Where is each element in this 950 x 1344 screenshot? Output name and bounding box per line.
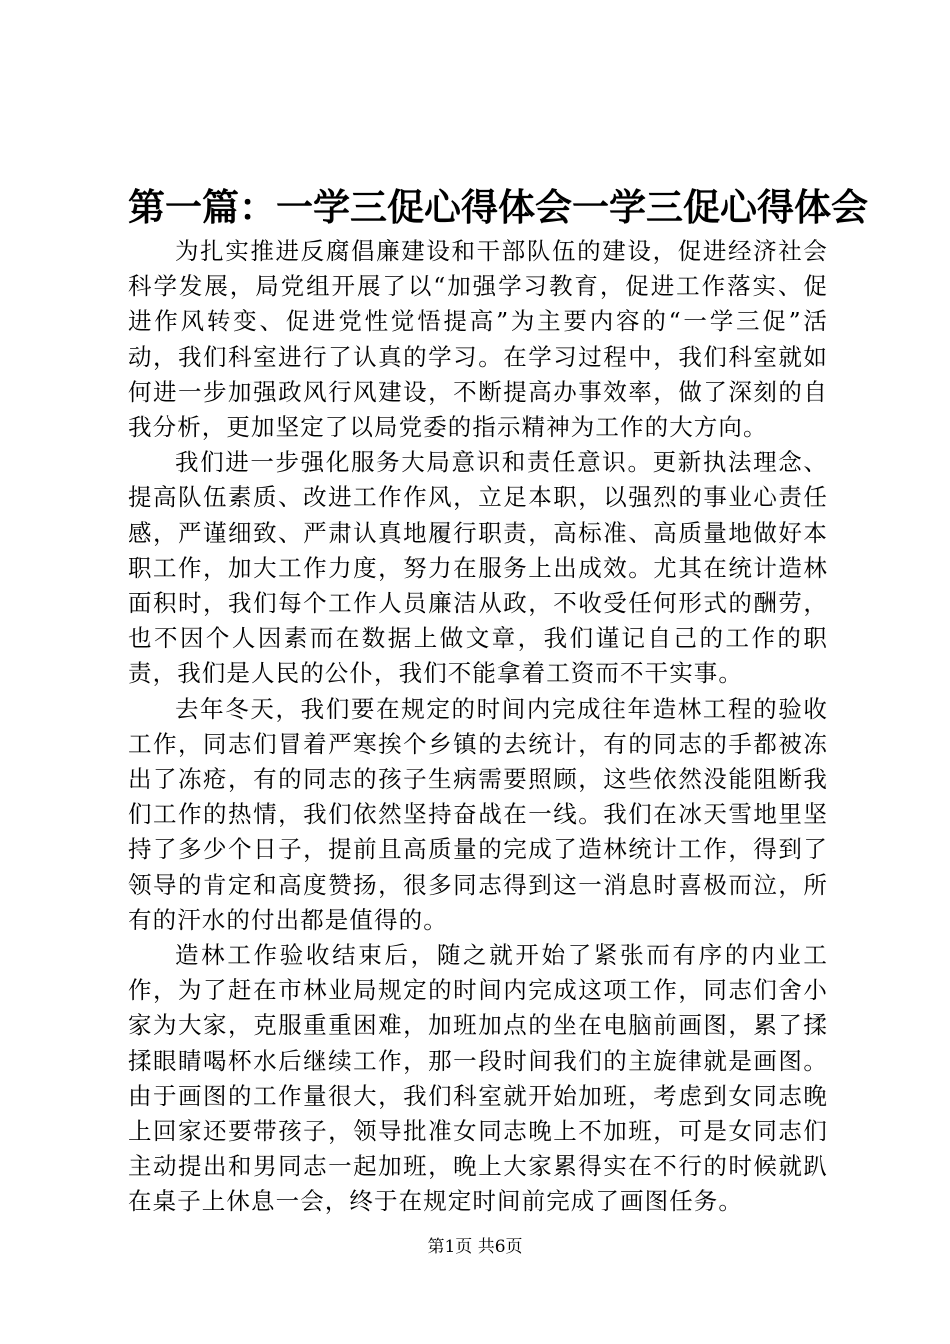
paragraph: 我们进一步强化服务大局意识和责任意识。更新执法理念、提高队伍素质、改进工作作风，立足本职，以强烈的事业心责任感，严谨细致、严肃认真地履行职责，高标准、高质量地做好本职工作，加大工作力度，努力在服务上出成效。尤其在统计造林面积时，我们每个工作人员廉洁从政，不收受任何形式的酬劳，也不因个人因素而在数据上做文章，我们谨记自己的工作的职责，我们是人民的公仆，我们不能拿着工资而不干实事。 bbox=[128, 448, 828, 688]
document-title: 第一篇：一学三促心得体会一学三促心得体会 bbox=[128, 186, 868, 229]
paragraph: 为扎实推进反腐倡廉建设和干部队伍的建设，促进经济社会科学发展，局党组开展了以“加强学习教育，促进工作落实、促进作风转变、促进党性觉悟提高”为主要内容的“一学三促”活动，我们科室进行了认真的学习。在学习过程中，我们科室就如何进一步加强政风行风建设，不断提高办事效率，做了深刻的自我分析，更加坚定了以局党委的指示精神为工作的大方向。 bbox=[128, 237, 828, 442]
document-body bbox=[128, 234, 828, 1220]
paragraph: 去年冬天，我们要在规定的时间内完成往年造林工程的验收工作，同志们冒着严寒挨个乡镇的去统计，有的同志的手都被冻出了冻疮，有的同志的孩子生病需要照顾，这些依然没能阻断我们工作的热情，我们依然坚持奋战在一线。我们在冰天雪地里坚持了多少个日子，提前且高质量的完成了造林统计工作，得到了领导的肯定和高度赞扬，很多同志得到这一消息时喜极而泣，所有的汗水的付出都是值得的。 bbox=[128, 694, 828, 934]
paragraph: 造林工作验收结束后，随之就开始了紧张而有序的内业工作，为了赶在市林业局规定的时间内完成这项工作，同志们舍小家为大家，克服重重困难，加班加点的坐在电脑前画图，累了揉揉眼睛喝杯水后继续工作，那一段时间我们的主旋律就是画图。由于画图的工作量很大，我们科室就开始加班，考虑到女同志晚上回家还要带孩子，领导批准女同志晚上不加班，可是女同志们主动提出和男同志一起加班，晚上大家累得实在不行的时候就趴在桌子上休息一会，终于在规定时间前完成了画图任务。 bbox=[128, 941, 828, 1216]
page-footer: 第1页 共6页 bbox=[427, 1237, 523, 1257]
